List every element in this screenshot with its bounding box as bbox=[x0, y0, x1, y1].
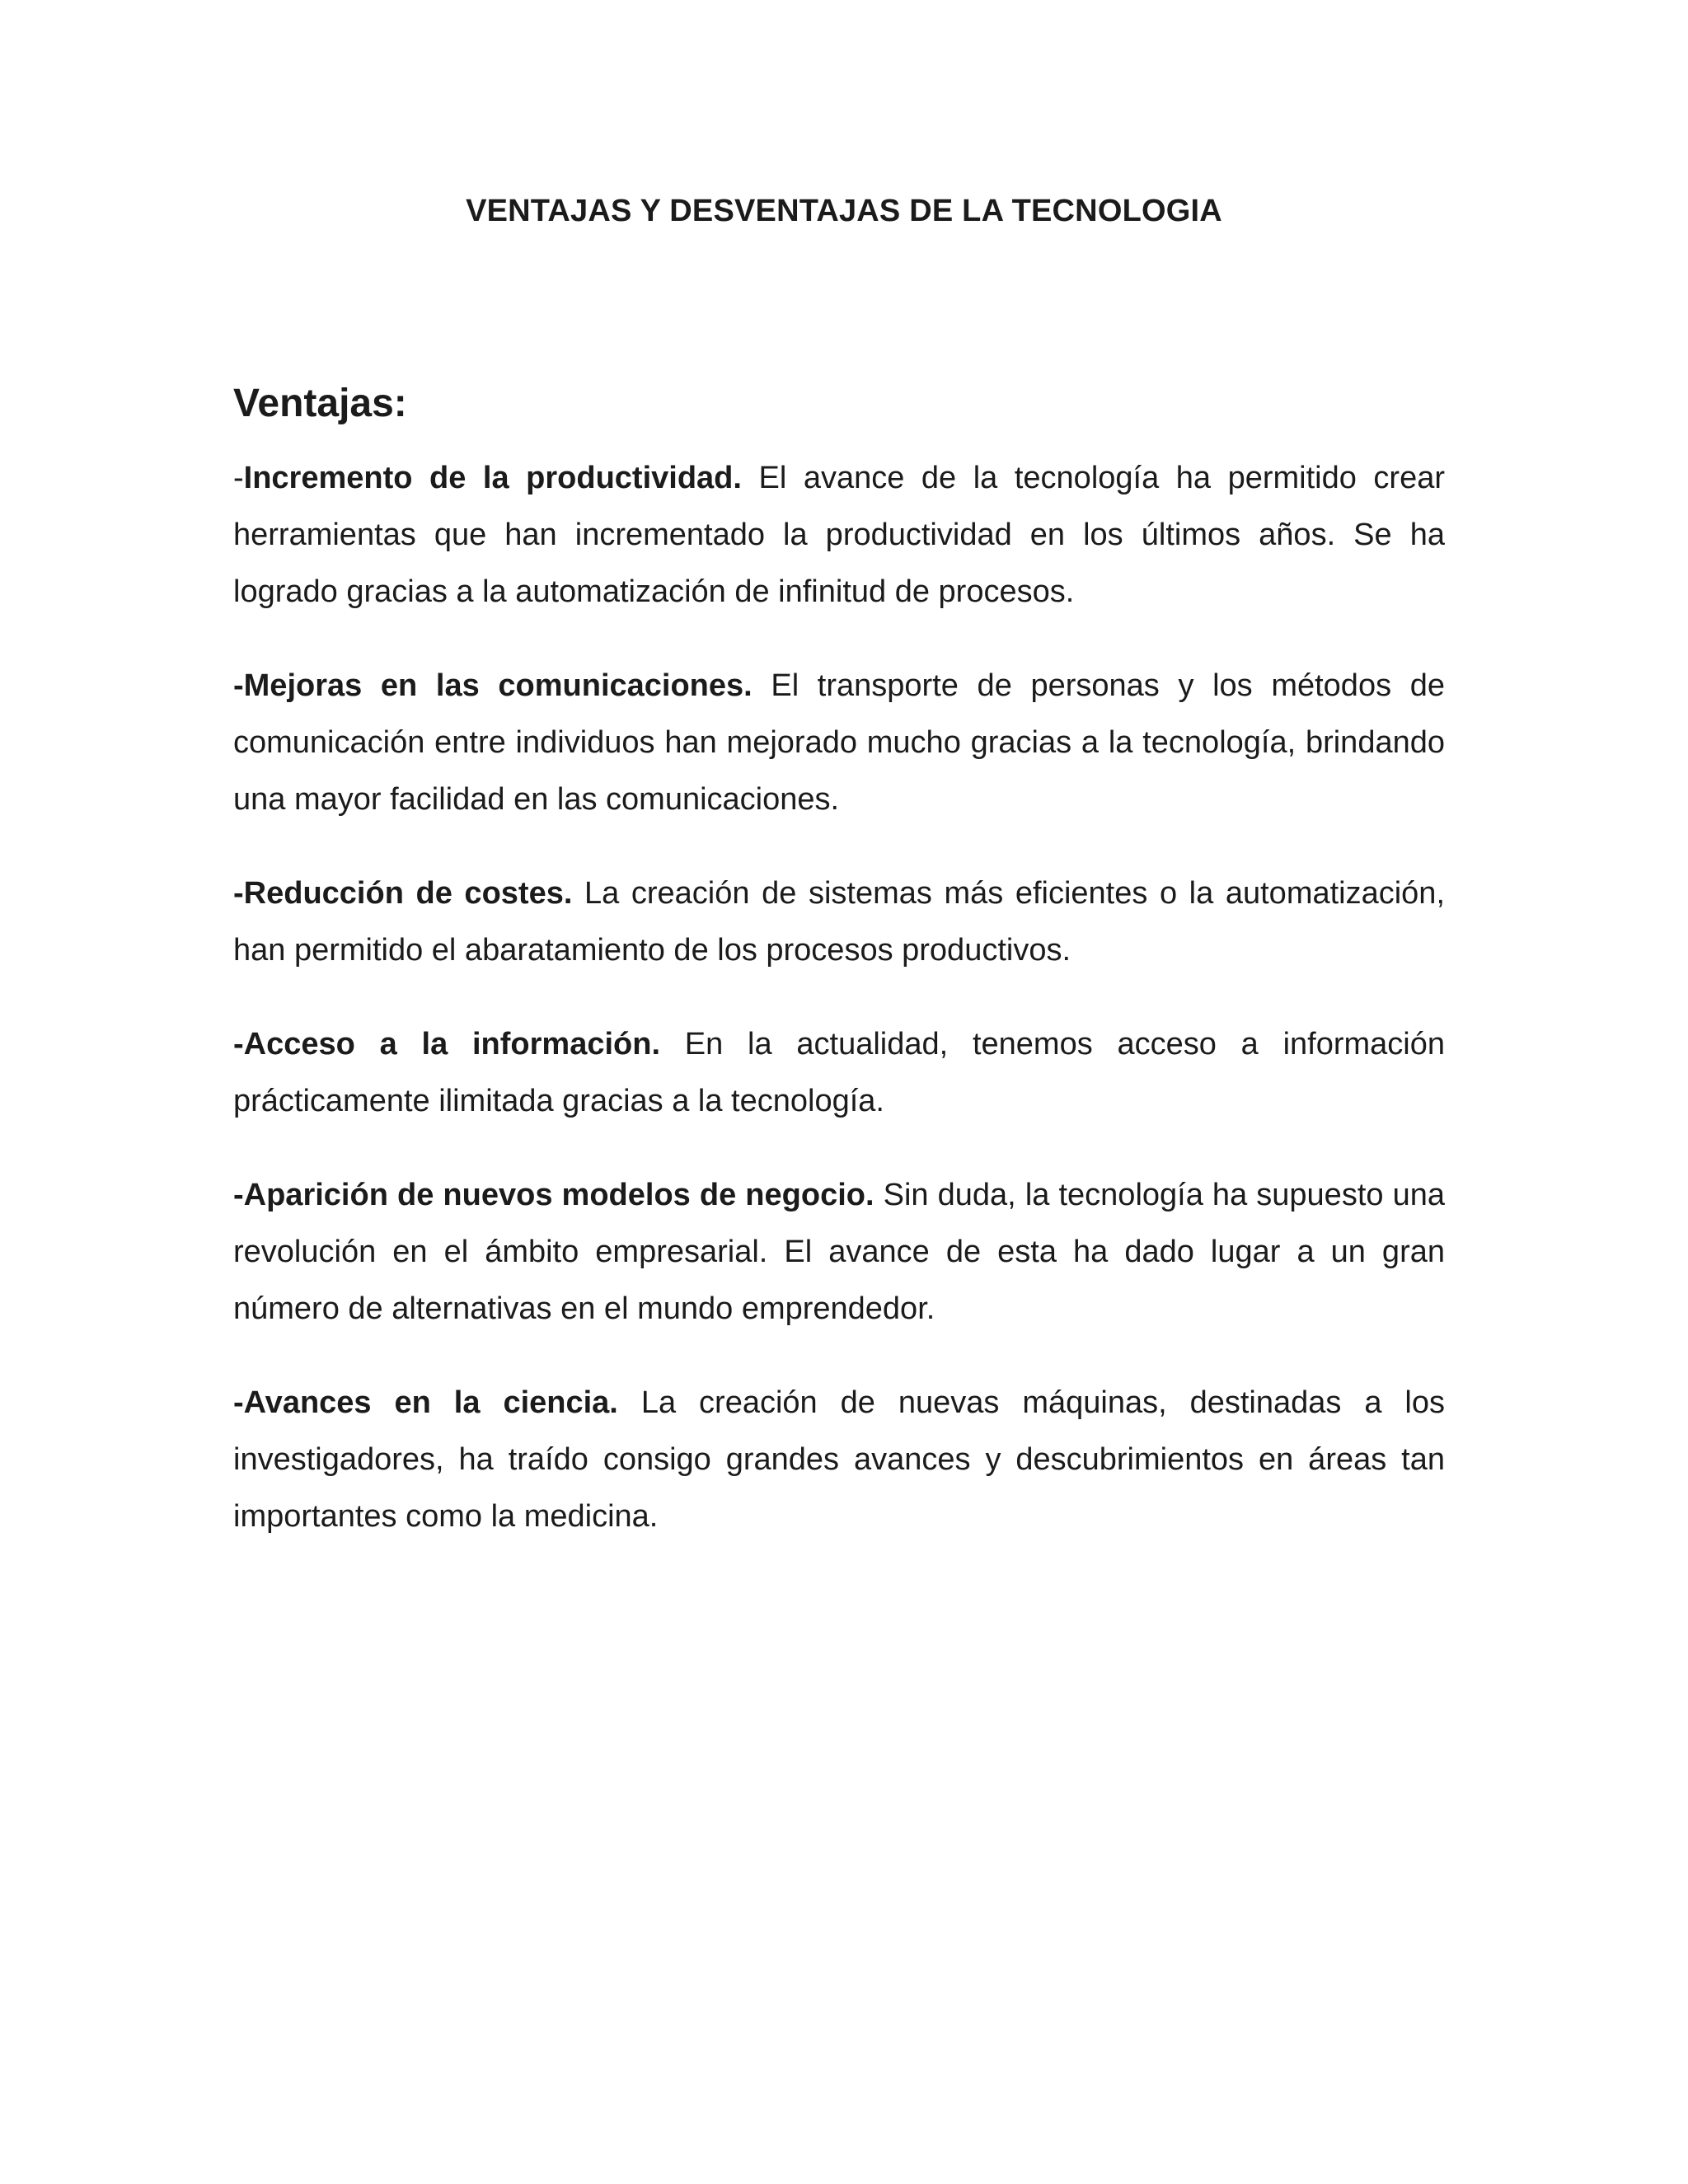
advantage-text: La creación de nuevas máquinas, destinadas a los investigadores, ha traído consigo grandes avances y descubrimientos en áreas tan importantes como la medicina. bbox=[233, 1385, 1445, 1534]
document-title: VENTAJAS Y DESVENTAJAS DE LA TECNOLOGIA bbox=[466, 194, 1222, 228]
advantage-text: El transporte de personas y los métodos de comunicación entre individuos han mejorado mucho gracias a la tecnología, brindando una mayor facilidad en las comunicaciones. bbox=[233, 668, 1445, 817]
advantage-item-ciencia bbox=[233, 1375, 1445, 1545]
advantage-text: Sin duda, la tecnología ha supuesto una revolución en el ámbito empresarial. El avance de esta ha dado lugar a un gran número de alternativas en el mundo emprendedor. bbox=[233, 1178, 1445, 1326]
advantage-item-costes bbox=[233, 865, 1445, 979]
document-content bbox=[233, 379, 1445, 1582]
advantage-text: La creación de sistemas más eficientes o la automatización, han permitido el abaratamiento de los procesos productivos. bbox=[233, 876, 1446, 968]
advantage-prefix: - bbox=[233, 461, 244, 495]
advantage-term: -Mejoras en las comunicaciones. bbox=[233, 668, 753, 703]
advantage-term: -Reducción de costes. bbox=[233, 876, 573, 911]
advantage-item-productividad bbox=[233, 450, 1445, 621]
advantage-item-informacion bbox=[233, 1016, 1445, 1130]
advantage-item-negocio bbox=[233, 1167, 1445, 1338]
advantage-term: -Acceso a la información. bbox=[233, 1027, 661, 1062]
advantage-term: -Aparición de nuevos modelos de negocio. bbox=[233, 1178, 874, 1212]
section-heading-ventajas: Ventajas: bbox=[233, 382, 407, 425]
advantage-term: Incremento de la productividad. bbox=[243, 461, 742, 495]
advantage-item-comunicaciones bbox=[233, 658, 1445, 828]
advantage-term: -Avances en la ciencia. bbox=[233, 1385, 618, 1420]
advantage-text: El avance de la tecnología ha permitido crear herramientas que han incrementado la productividad en los últimos años. Se ha logrado gracias a la automatización de infinitud de procesos. bbox=[233, 461, 1445, 609]
advantage-text: En la actualidad, tenemos acceso a información prácticamente ilimitada gracias a la tecnología. bbox=[233, 1027, 1445, 1118]
